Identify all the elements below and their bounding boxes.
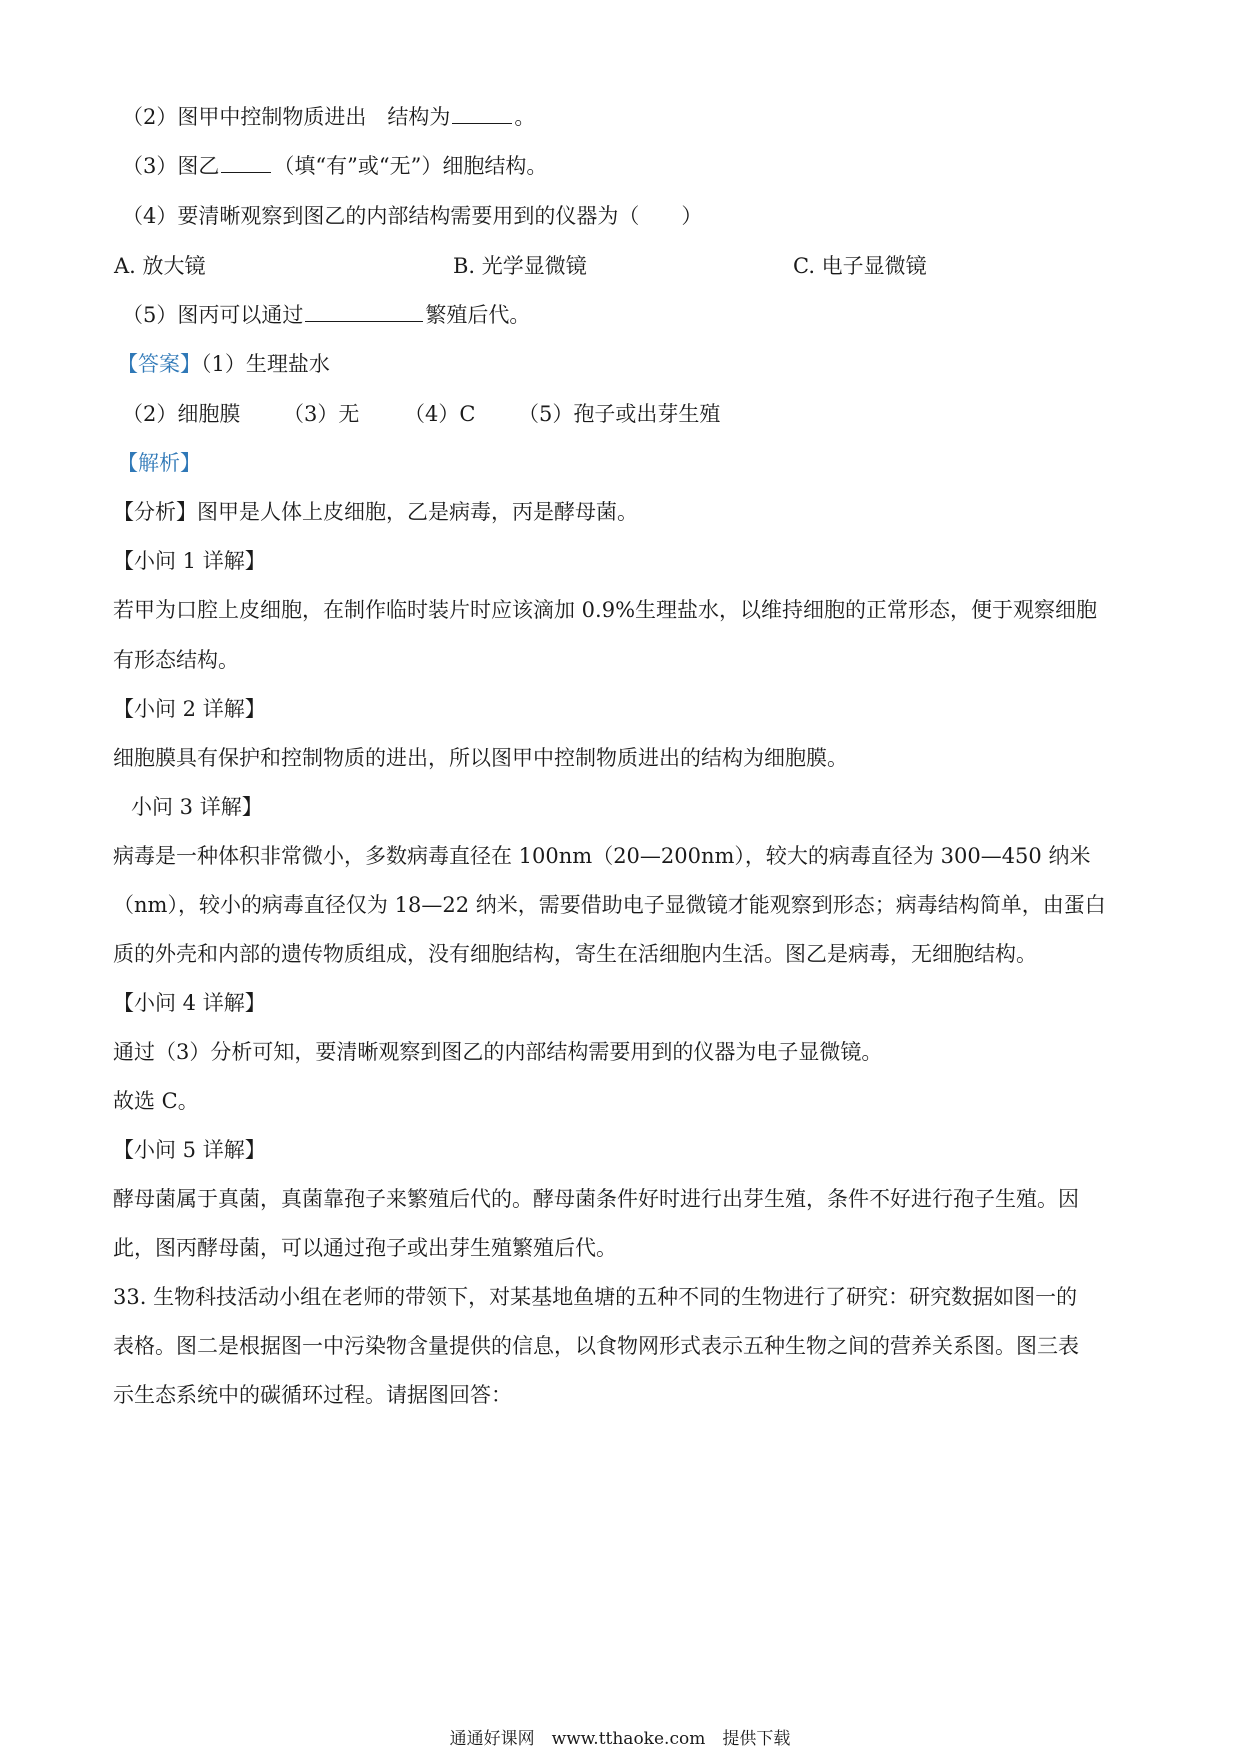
question-5-text: （5）图丙可以通过 bbox=[122, 303, 304, 327]
question-5 bbox=[122, 300, 1130, 330]
question-2-text: （2）图甲中控制物质进出 结构为 bbox=[122, 105, 451, 129]
sub-question-3-text: 质的外壳和内部的遗传物质组成，没有细胞结构，寄生在活细胞内生活。图乙是病毒，无细胞结构。 bbox=[113, 942, 1037, 966]
question-5-end: 繁殖后代。 bbox=[425, 303, 531, 327]
sub-question-3-text: 病毒是一种体积非常微小，多数病毒直径在 100nm（20—200nm），较大的病毒直径为 300—450 纳米 bbox=[113, 844, 1091, 868]
answer-line-1 bbox=[117, 349, 1130, 379]
answer-3: （3）无 bbox=[283, 402, 360, 426]
answer-2: （2）细胞膜 bbox=[122, 402, 241, 426]
option-b: B. 光学显微镜 bbox=[453, 254, 587, 278]
answer-4: （4）C bbox=[404, 402, 476, 426]
option-a: A. 放大镜 bbox=[114, 254, 206, 278]
sub-question-2-title: 【小问 2 详解】 bbox=[113, 697, 266, 721]
question-4: （4）要清晰观察到图乙的内部结构需要用到的仪器为（ ） bbox=[122, 204, 703, 228]
sub-question-4-text: 故选 C。 bbox=[113, 1089, 199, 1113]
option-c: C. 电子显微镜 bbox=[793, 254, 927, 278]
sub-question-4-text: 通过（3）分析可知，要清晰观察到图乙的内部结构需要用到的仪器为电子显微镜。 bbox=[113, 1040, 883, 1064]
answer-1: （1）生理盐水 bbox=[201, 352, 330, 376]
sub-question-5-text: 酵母菌属于真菌，真菌靠孢子来繁殖后代的。酵母菌条件好时进行出芽生殖，条件不好进行孢子生殖。因 bbox=[113, 1187, 1079, 1211]
sub-question-1-text: 若甲为口腔上皮细胞，在制作临时装片时应该滴加 0.9%生理盐水，以维持细胞的正常形态，便于观察细胞 bbox=[113, 598, 1098, 622]
page-footer: 通通好课网 www.tthaoke.com 提供下载 bbox=[449, 1729, 791, 1749]
question-2 bbox=[122, 102, 1130, 132]
answer-blank bbox=[452, 102, 512, 124]
analysis-tag: 【解析】 bbox=[117, 451, 201, 475]
question-3 bbox=[122, 151, 1130, 181]
answer-blank bbox=[305, 300, 423, 322]
answer-blank bbox=[221, 151, 271, 173]
question-3-end: （填“有”或“无”）细胞结构。 bbox=[273, 154, 548, 178]
sub-question-5-title: 【小问 5 详解】 bbox=[113, 1138, 266, 1162]
question-3-text: （3）图乙 bbox=[122, 154, 220, 178]
sub-question-1-text: 有形态结构。 bbox=[113, 648, 239, 672]
sub-question-1-title: 【小问 1 详解】 bbox=[113, 549, 266, 573]
sub-question-4-title: 【小问 4 详解】 bbox=[113, 991, 266, 1015]
question-33-text: 33. 生物科技活动小组在老师的带领下，对某基地鱼塘的五种不同的生物进行了研究：研究数据如图一的 bbox=[113, 1285, 1078, 1309]
analysis-fenxi: 【分析】图甲是人体上皮细胞，乙是病毒，丙是酵母菌。 bbox=[113, 500, 638, 524]
sub-question-3-title: 小问 3 详解】 bbox=[131, 795, 263, 819]
sub-question-2-text: 细胞膜具有保护和控制物质的进出，所以图甲中控制物质进出的结构为细胞膜。 bbox=[113, 746, 848, 770]
answer-tag: 【答案】 bbox=[117, 352, 201, 376]
question-33-text: 示生态系统中的碳循环过程。请据图回答： bbox=[113, 1383, 512, 1407]
answer-5: （5）孢子或出芽生殖 bbox=[518, 402, 721, 426]
sub-question-3-text: （nm），较小的病毒直径仅为 18—22 纳米，需要借助电子显微镜才能观察到形态；病毒结构简单，由蛋白 bbox=[113, 893, 1106, 917]
question-33-text: 表格。图二是根据图一中污染物含量提供的信息，以食物网形式表示五种生物之间的营养关系图。图三表 bbox=[113, 1334, 1079, 1358]
question-2-end: 。 bbox=[514, 105, 536, 129]
sub-question-5-text: 此，图丙酵母菌，可以通过孢子或出芽生殖繁殖后代。 bbox=[113, 1236, 617, 1260]
